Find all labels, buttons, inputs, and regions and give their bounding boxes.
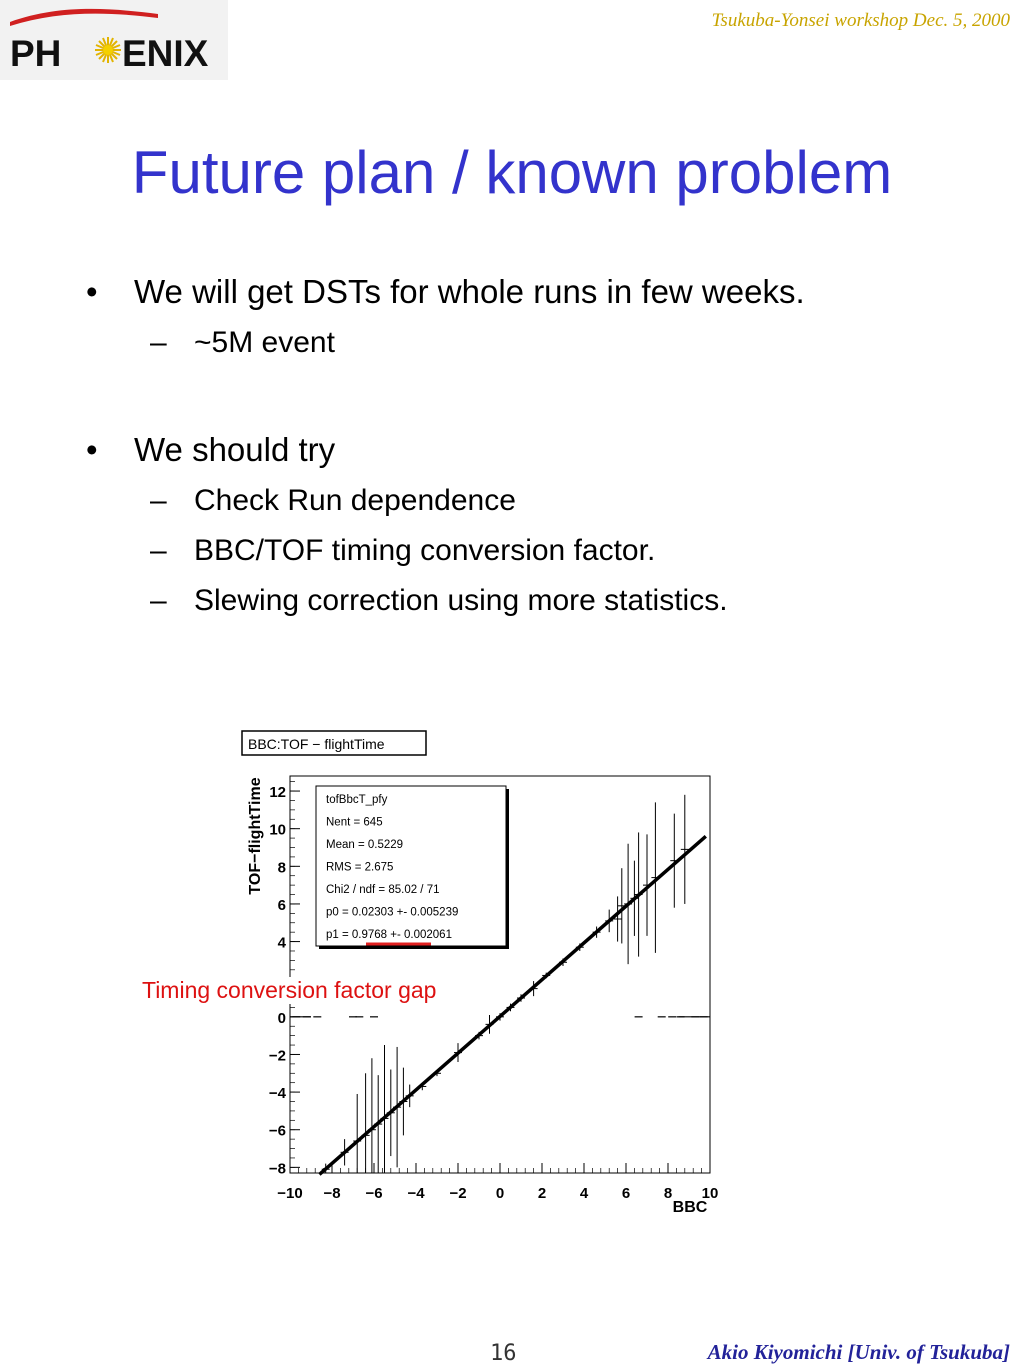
plot-title: BBC:TOF − flightTime <box>248 736 385 752</box>
bullet-text: We should try <box>134 431 336 468</box>
stats-box <box>316 786 509 949</box>
y-tick-label: −2 <box>268 1047 286 1065</box>
y-tick-label: 12 <box>269 784 286 802</box>
x-tick-label: −8 <box>323 1185 341 1202</box>
gap-annotation: Timing conversion factor gap <box>142 977 437 1003</box>
svg-text:PH: PH <box>10 33 62 74</box>
stats-line: Nent = 645 <box>326 816 383 829</box>
author-footer: Akio Kiyomichi [Univ. of Tsukuba] <box>707 1340 1010 1364</box>
sub-bullet-mark: – <box>150 584 167 617</box>
y-tick-label: −8 <box>268 1160 286 1178</box>
y-tick-label: 10 <box>269 821 286 839</box>
sub-bullet-text: BBC/TOF timing conversion factor. <box>194 534 656 567</box>
workshop-header: Tsukuba-Yonsei workshop Dec. 5, 2000 <box>711 10 1010 31</box>
phenix-logo-graphic <box>0 0 228 80</box>
x-tick-label: 6 <box>621 1185 631 1202</box>
sub-bullet-mark: – <box>150 484 167 517</box>
bullet-text: We will get DSTs for whole runs in few weeks. <box>134 273 805 310</box>
bullet-mark: • <box>86 431 98 468</box>
x-tick-label: 10 <box>701 1185 719 1202</box>
slide-title: Future plan / known problem <box>131 139 893 206</box>
sub-bullet-mark: – <box>150 534 167 567</box>
fit-plot <box>238 728 738 1223</box>
x-tick-label: −4 <box>407 1185 425 1202</box>
x-tick-label: −2 <box>449 1185 467 1202</box>
page-number: 16 <box>490 1341 517 1366</box>
sub-bullet-mark: – <box>150 326 167 359</box>
x-tick-label: −10 <box>277 1185 303 1202</box>
y-tick-label: 6 <box>277 896 286 914</box>
sub-bullet-text: ~5M event <box>194 326 335 359</box>
y-tick-label: −6 <box>268 1122 286 1140</box>
y-tick-label: 8 <box>277 859 286 877</box>
bullet-mark: • <box>86 273 98 310</box>
x-tick-label: 4 <box>579 1185 589 1202</box>
stats-line: p1 = 0.9768 +- 0.002061 <box>326 929 452 941</box>
fit-plot-svg <box>238 728 738 1223</box>
svg-text:ENIX: ENIX <box>122 33 209 74</box>
stats-line: tofBbcT_pfy <box>326 794 388 806</box>
y-tick-label: 4 <box>277 934 286 952</box>
sub-bullet-text: Check Run dependence <box>194 484 516 517</box>
x-tick-label: 2 <box>537 1185 547 1202</box>
x-tick-label: 0 <box>495 1185 505 1202</box>
y-tick-label: −4 <box>268 1085 286 1103</box>
stats-line: Mean = 0.5229 <box>326 839 404 851</box>
stats-line: p0 = 0.02303 +- 0.005239 <box>326 906 459 919</box>
y-axis-label: TOF−flightTime <box>247 777 264 895</box>
stats-line: Chi2 / ndf = 85.02 / 71 <box>326 884 440 896</box>
x-tick-label: 8 <box>663 1185 673 1202</box>
x-tick-label: −6 <box>365 1185 383 1202</box>
y-tick-label: 0 <box>277 1009 286 1027</box>
x-axis-label: BBC <box>672 1199 708 1216</box>
sub-bullet-text: Slewing correction using more statistics. <box>194 584 728 617</box>
stats-line: RMS = 2.675 <box>326 861 394 874</box>
phenix-logo <box>0 0 228 80</box>
